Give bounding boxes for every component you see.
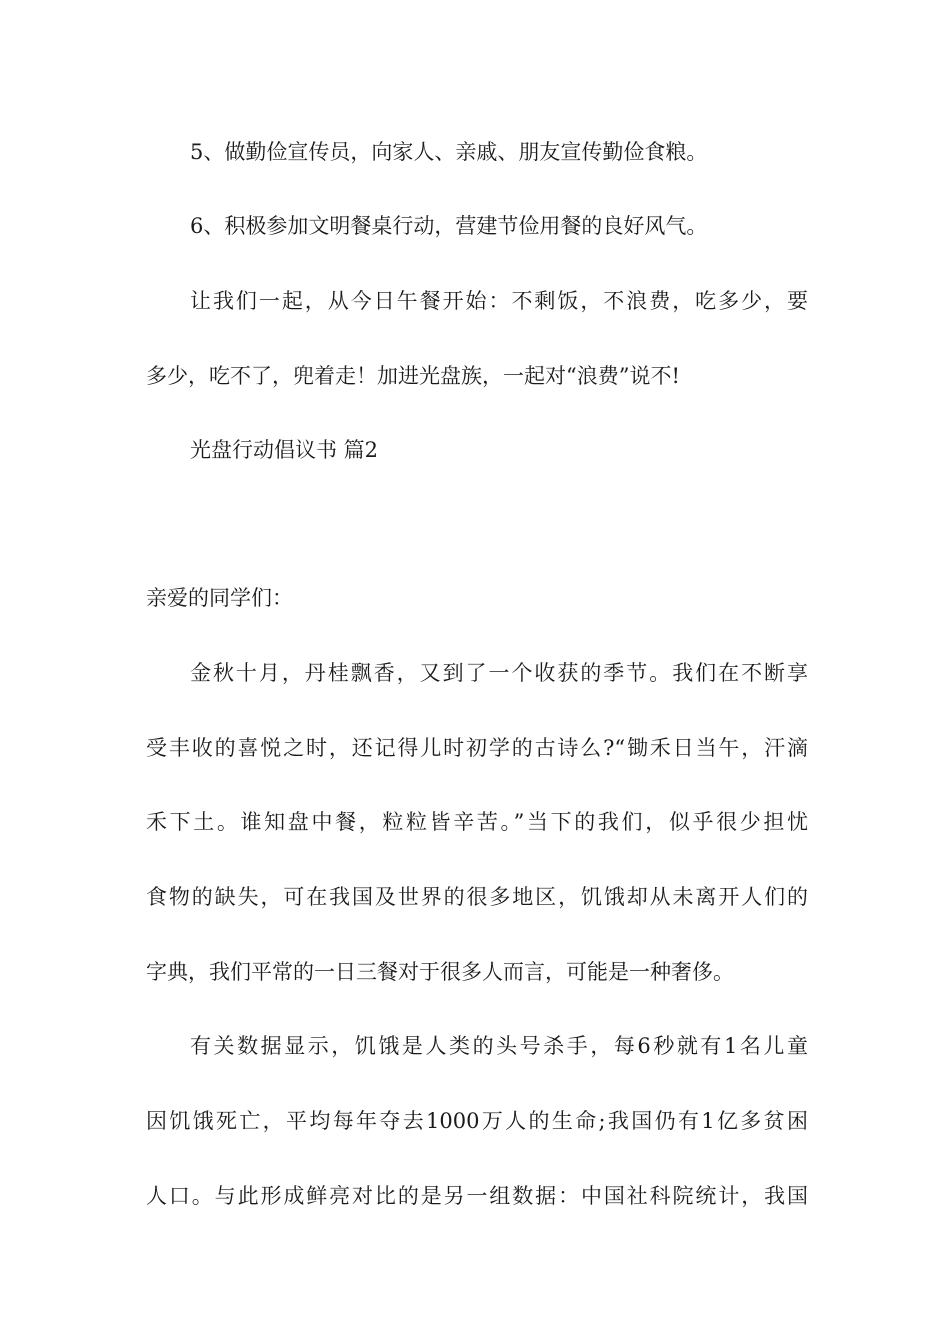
paragraph-line-autumn-4: 食物的缺失，可在我国及世界的很多地区，饥饿却从未离开人们的 bbox=[146, 885, 808, 909]
paragraph-line-data-1: 有关数据显示，饥饿是人类的头号杀手，每6秒就有1名儿童 bbox=[190, 1034, 808, 1058]
salutation: 亲爱的同学们： bbox=[146, 586, 293, 610]
paragraph-line-autumn-1: 金秋十月，丹桂飘香，又到了一个收获的季节。我们在不断享 bbox=[190, 661, 808, 685]
section-heading: 光盘行动倡议书 篇2 bbox=[190, 438, 379, 462]
paragraph-line-autumn-2: 受丰收的喜悦之时，还记得儿时初学的古诗么?“锄禾日当午，汗滴 bbox=[146, 736, 808, 760]
paragraph-line-closing-2: 多少，吃不了，兜着走！加进光盘族，一起对“浪费”说不! bbox=[146, 364, 680, 388]
paragraph-line-autumn-5: 字典，我们平常的一日三餐对于很多人而言，可能是一种奢侈。 bbox=[146, 960, 734, 984]
paragraph-line-item-6: 6、积极参加文明餐桌行动，营建节俭用餐的良好风气。 bbox=[190, 214, 708, 238]
paragraph-line-item-5: 5、做勤俭宣传员，向家人、亲戚、朋友宣传勤俭食粮。 bbox=[190, 140, 708, 164]
paragraph-line-autumn-3: 禾下土。谁知盘中餐，粒粒皆辛苦。”当下的我们，似乎很少担忧 bbox=[146, 810, 808, 834]
paragraph-line-data-3: 人口。与此形成鲜亮对比的是另一组数据：中国社科院统计，我国 bbox=[146, 1184, 808, 1208]
paragraph-line-closing-1: 让我们一起，从今日午餐开始：不剩饭，不浪费，吃多少，要 bbox=[190, 289, 808, 313]
paragraph-line-data-2: 因饥饿死亡，平均每年夺去1000万人的生命;我国仍有1亿多贫困 bbox=[146, 1109, 808, 1133]
